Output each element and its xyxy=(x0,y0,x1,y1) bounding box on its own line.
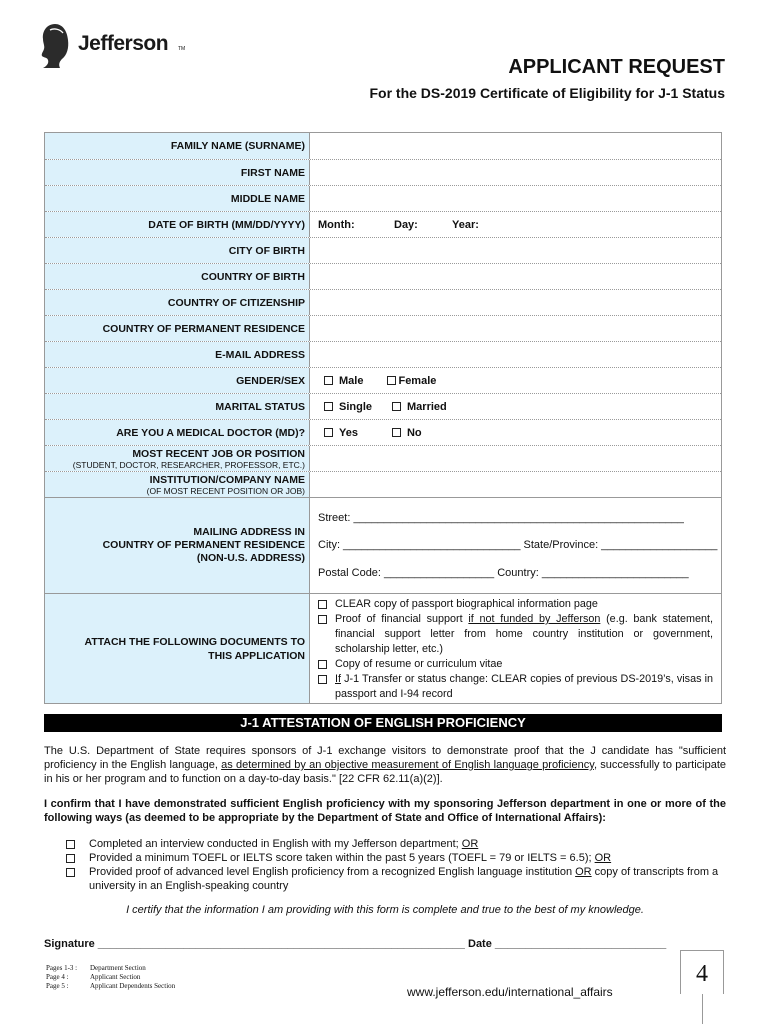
marital-options xyxy=(310,394,721,419)
attachments-list xyxy=(310,594,721,703)
row-email xyxy=(45,341,721,367)
doc-transfer-text: If J-1 Transfer or status change: CLEAR copies of previous DS-2019’s, visas in passport and I-94 record xyxy=(335,673,713,700)
doc-financial-text: Proof of financial support if not funded by Jefferson (e.g. bank statement, financial support letter from home country institution or government, scholarship letter, etc.) xyxy=(335,613,713,655)
label-institution-sub: (OF MOST RECENT POSITION OR JOB) xyxy=(146,485,305,496)
doc-passport-text: CLEAR copy of passport biographical information page xyxy=(335,598,598,610)
label-job xyxy=(45,446,310,471)
row-country-of-residence xyxy=(45,315,721,341)
marital-married-checkbox[interactable] xyxy=(392,402,401,411)
gender-male-label: Male xyxy=(339,374,364,387)
row-middle-name xyxy=(45,185,721,211)
md-options xyxy=(310,420,721,445)
label-gender: GENDER/SEX xyxy=(45,368,310,393)
jefferson-logo xyxy=(38,22,198,70)
label-job-main: MOST RECENT JOB OR POSITION xyxy=(132,447,305,460)
attestation-paragraph: The U.S. Department of State requires sponsors of J-1 exchange visitors to demonstrate proof that the J candidate has "sufficient proficiency in the English language, as determined by an objective measurement of English language proficiency, successfully to participate in his or her program and to function on a day-to-day basis." [22 CFR 62.11(a)(2)]. xyxy=(44,745,726,785)
gender-options xyxy=(310,368,721,393)
doc-passport-checkbox[interactable] xyxy=(318,600,327,609)
doc-passport xyxy=(318,597,713,612)
doc-transfer xyxy=(318,672,713,702)
signature-field[interactable]: Signature ____________________________________________________________ xyxy=(44,938,465,950)
md-no-option[interactable] xyxy=(392,427,422,439)
street-field[interactable]: Street: ______________________________________________________ xyxy=(318,511,684,524)
legend-page-5-value: Applicant Dependents Section xyxy=(90,982,176,990)
gender-male-checkbox[interactable] xyxy=(324,376,333,385)
legend-page-4: Page 4 : xyxy=(46,973,69,981)
legend-pages-1-3: Pages 1-3 : xyxy=(46,964,78,972)
row-gender xyxy=(45,367,721,393)
attestation-banner: J-1 ATTESTATION OF ENGLISH PROFICIENCY xyxy=(44,714,722,732)
certification-statement: I certify that the information I am providing with this form is complete and true to the best of my knowledge. xyxy=(126,904,644,916)
page-subtitle: For the DS-2019 Certificate of Eligibility for J-1 Status xyxy=(369,85,725,101)
marital-married-label: Married xyxy=(407,400,447,413)
logo-wordmark: Jefferson xyxy=(78,32,169,55)
postal-country-field[interactable]: Postal Code: __________________ Country: ________________________ xyxy=(318,567,689,580)
row-city-of-birth xyxy=(45,237,721,263)
interview-text: Completed an interview conducted in English with my Jefferson department; OR xyxy=(89,838,479,850)
dob-year-label: Year: xyxy=(452,218,479,231)
date-field[interactable]: Date ____________________________ xyxy=(468,938,667,950)
interview-checkbox[interactable] xyxy=(66,840,75,849)
proficiency-option-institution xyxy=(66,865,726,893)
label-family-name: FAMILY NAME (SURNAME) xyxy=(45,133,310,159)
gender-male-option[interactable] xyxy=(324,375,363,387)
label-country-of-residence: COUNTRY OF PERMANENT RESIDENCE xyxy=(45,316,310,341)
applicant-form-table xyxy=(44,132,722,704)
row-attachments xyxy=(45,593,721,703)
proficiency-option-interview xyxy=(66,837,726,851)
md-no-checkbox[interactable] xyxy=(392,428,401,437)
label-institution xyxy=(45,472,310,497)
doc-financial-checkbox[interactable] xyxy=(318,615,327,624)
doc-resume xyxy=(318,657,713,672)
md-yes-checkbox[interactable] xyxy=(324,428,333,437)
row-first-name xyxy=(45,159,721,185)
marital-single-label: Single xyxy=(339,400,373,413)
label-first-name: FIRST NAME xyxy=(45,160,310,185)
row-marital xyxy=(45,393,721,419)
marital-single-option[interactable] xyxy=(324,401,372,413)
row-job xyxy=(45,445,721,471)
jefferson-head-icon xyxy=(38,22,72,70)
proficiency-options xyxy=(66,837,726,893)
legend-pages-1-3-value: Department Section xyxy=(90,964,146,972)
city-of-birth-field[interactable] xyxy=(310,238,721,263)
marital-single-checkbox[interactable] xyxy=(324,402,333,411)
md-yes-label: Yes xyxy=(339,426,358,439)
legend-page-4-value: Applicant Section xyxy=(90,973,141,981)
label-email: E-MAIL ADDRESS xyxy=(45,342,310,367)
row-institution xyxy=(45,471,721,497)
label-attach-2: THIS APPLICATION xyxy=(208,649,305,662)
gender-female-checkbox[interactable] xyxy=(387,376,396,385)
marital-married-option[interactable] xyxy=(392,401,447,413)
label-attach-1: ATTACH THE FOLLOWING DOCUMENTS TO xyxy=(84,635,305,648)
label-country-of-citizenship: COUNTRY OF CITIZENSHIP xyxy=(45,290,310,315)
city-state-field[interactable]: City: _____________________________ State/Province: ___________________ xyxy=(318,539,718,552)
label-middle-name: MIDDLE NAME xyxy=(45,186,310,211)
toefl-text: Provided a minimum TOEFL or IELTS score taken within the past 5 years (TOEFL = 79 or IELTS = 6.5); OR xyxy=(89,852,612,864)
label-dob: DATE OF BIRTH (MM/DD/YYYY) xyxy=(45,212,310,237)
row-mailing-address xyxy=(45,497,721,593)
row-country-of-birth xyxy=(45,263,721,289)
doc-resume-checkbox[interactable] xyxy=(318,660,327,669)
page-title: APPLICANT REQUEST xyxy=(508,56,725,78)
doc-resume-text: Copy of resume or curriculum vitae xyxy=(335,658,503,670)
label-city-of-birth: CITY OF BIRTH xyxy=(45,238,310,263)
job-field[interactable] xyxy=(310,446,721,471)
institution-proof-checkbox[interactable] xyxy=(66,868,75,877)
first-name-field[interactable] xyxy=(310,160,721,185)
legend-page-5: Page 5 : xyxy=(46,982,69,990)
md-yes-option[interactable] xyxy=(324,427,358,439)
label-institution-main: INSTITUTION/COMPANY NAME xyxy=(149,473,305,486)
toefl-checkbox[interactable] xyxy=(66,854,75,863)
proficiency-option-toefl xyxy=(66,851,726,865)
mailing-address-field xyxy=(310,498,721,593)
label-country-of-birth: COUNTRY OF BIRTH xyxy=(45,264,310,289)
label-marital: MARITAL STATUS xyxy=(45,394,310,419)
label-mailing-2: COUNTRY OF PERMANENT RESIDENCE xyxy=(102,539,305,551)
label-mailing-address xyxy=(45,498,310,593)
md-no-label: No xyxy=(406,426,422,439)
label-mailing-1: MAILING ADDRESS IN xyxy=(193,526,305,538)
institution-field[interactable] xyxy=(310,472,721,497)
website-link[interactable]: www.jefferson.edu/international_affairs xyxy=(407,985,613,999)
family-name-field[interactable] xyxy=(310,133,721,159)
email-field[interactable] xyxy=(310,342,721,367)
logo-trademark: TM xyxy=(178,46,186,52)
label-job-sub: (STUDENT, DOCTOR, RESEARCHER, PROFESSOR, ETC.) xyxy=(72,459,305,470)
label-mailing-3: (NON-U.S. ADDRESS) xyxy=(196,552,305,564)
doc-transfer-checkbox[interactable] xyxy=(318,675,327,684)
dob-day-label: Day: xyxy=(394,218,418,231)
institution-proof-text: Provided proof of advanced level English proficiency from a recognized English language institution OR copy of transcripts from a university in an English-speaking country xyxy=(89,866,719,892)
row-family-name xyxy=(45,133,721,159)
doc-financial xyxy=(318,612,713,657)
dob-month-label: Month: xyxy=(318,218,355,231)
row-dob xyxy=(45,211,721,237)
label-attachments xyxy=(45,594,310,703)
row-md xyxy=(45,419,721,445)
gender-female-label: Female xyxy=(398,374,437,387)
middle-name-field[interactable] xyxy=(310,186,721,211)
page-legend xyxy=(46,964,175,991)
country-of-birth-field[interactable] xyxy=(310,264,721,289)
country-of-citizenship-field[interactable] xyxy=(310,290,721,315)
page-number-tick xyxy=(702,994,703,1024)
gender-female-option[interactable] xyxy=(387,375,436,387)
page-number: 4 xyxy=(680,950,724,994)
dob-field[interactable] xyxy=(310,212,721,237)
country-of-residence-field[interactable] xyxy=(310,316,721,341)
confirmation-paragraph: I confirm that I have demonstrated sufficient English proficiency with my sponsoring Jefferson department in one or more of the following ways (as deemed to be appropriate by the Department of State and Office of International Affairs): xyxy=(44,798,726,824)
label-md: ARE YOU A MEDICAL DOCTOR (MD)? xyxy=(45,420,310,445)
row-country-of-citizenship xyxy=(45,289,721,315)
